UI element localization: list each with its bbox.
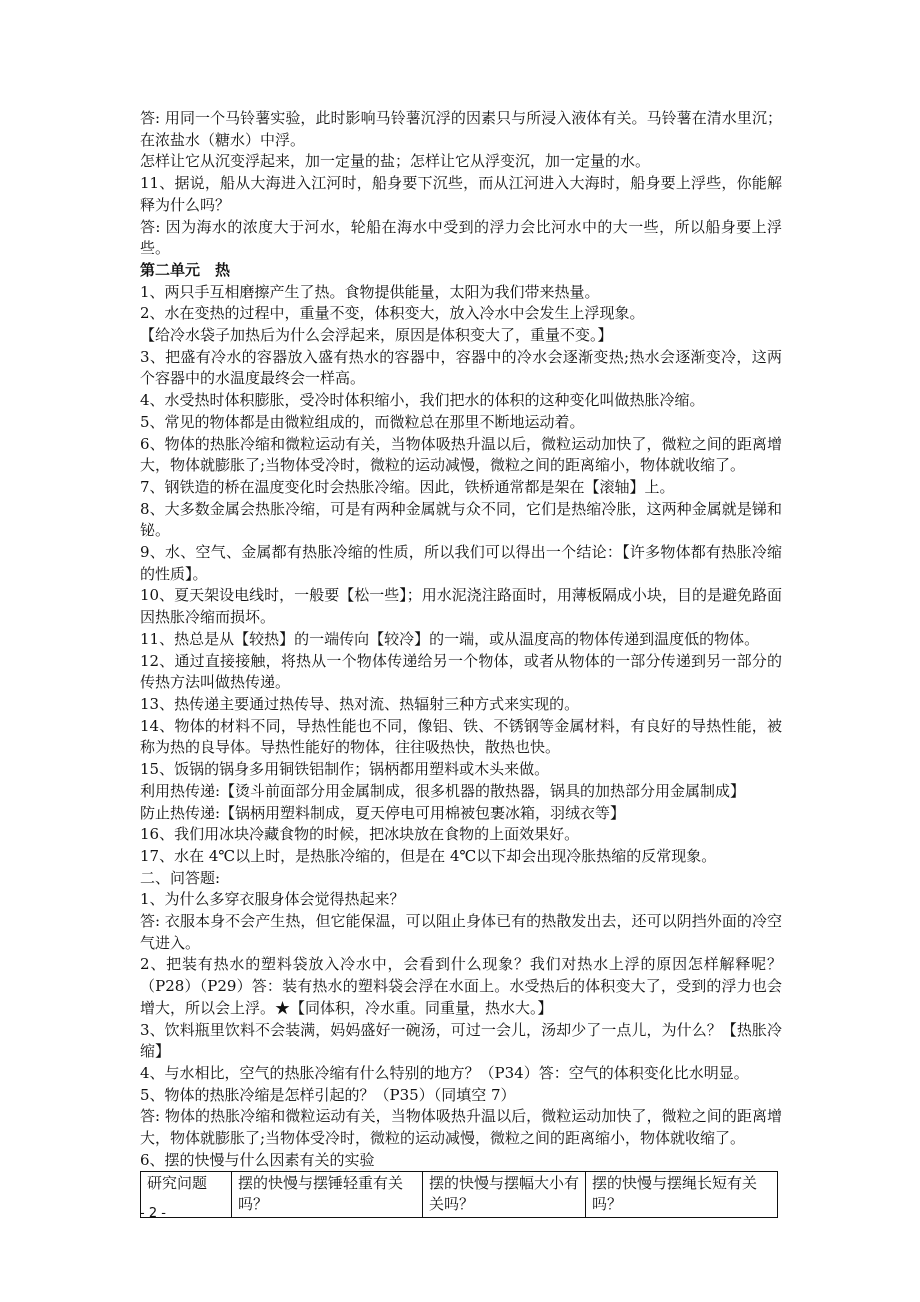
paragraph: 答: 用同一个马铃薯实验，此时影响马铃薯沉浮的因素只与所浸入液体有关。马铃薯在清水里沉；在浓盐水（糖水）中浮。: [140, 109, 782, 149]
paragraph: 12、通过直接接触，将热从一个物体传递给另一个物体，或者从物体的一部分传递到另一部分的传热方法叫做热传递。: [140, 651, 782, 692]
paragraph: 7、钢铁造的桥在温度变化时会热胀冷缩。因此，铁桥通常都是架在【滚轴】上。: [140, 477, 675, 496]
paragraph: 10、夏天架设电线时，一般要【松一些】；用水泥浇注路面时，用薄板隔成小块，目的是避免路面因热胀冷缩而损坏。: [140, 586, 782, 627]
paragraph: 怎样让它从沉变浮起来，加一定量的盐；怎样让它从浮变沉，加一定量的水。: [140, 152, 651, 171]
paragraph: 1、为什么多穿衣服身体会觉得热起来？: [140, 890, 405, 909]
paragraph: 利用热传递:【烫斗前面部分用金属制成，很多机器的散热器，锅具的加热部分用金属制成】: [140, 781, 746, 800]
paragraph: 4、与水相比，空气的热胀冷缩有什么特别的地方？（P34）答：空气的体积变化比水明显。: [140, 1063, 749, 1082]
page-number: - 2 -: [140, 1206, 166, 1221]
table-row: [141, 1172, 778, 1218]
section-heading: 第二单元 热: [140, 260, 231, 279]
paragraph: 6、物体的热胀冷缩和微粒运动有关，当物体吸热升温以后，微粒运动加快了，微粒之间的距离增大，物体就膨胀了;当物体受冷时，微粒的运动减慢，微粒之间的距离缩小，物体就收缩了。: [140, 434, 782, 475]
paragraph: 5、常见的物体都是由微粒组成的，而微粒总在那里不断地运动着。: [140, 412, 585, 431]
paragraph: 2、水在变热的过程中，重量不变，体积变大，放入冷水中会发生上浮现象。: [140, 304, 645, 323]
paragraph: 答: 因为海水的浓度大于河水，轮船在海水中受到的浮力会比河水中的大一些，所以船身要上浮些。: [140, 217, 782, 258]
paragraph: 15、饭锅的锅身多用铜铁铝制作；锅柄都用塑料或木头来做。: [140, 760, 550, 779]
paragraph: 14、物体的材料不同，导热性能也不同，像铝、铁、不锈钢等金属材料，有良好的导热性能，被称为热的良导体。导热性能好的物体，往往吸热快，散热也快。: [140, 716, 782, 757]
paragraph: 防止热传递:【锅柄用塑料制成，夏天停电可用棉被包裹冰箱，羽绒衣等】: [140, 803, 626, 822]
experiment-table: [140, 1171, 778, 1218]
paragraph: 8、大多数金属会热胀冷缩，可是有两种金属就与众不同，它们是热缩冷胀，这两种金属就是锑和铋。: [140, 499, 782, 540]
paragraph: 二、问答题:: [140, 868, 221, 887]
paragraph: 16、我们用冰块冷藏食物的时候，把冰块放在食物的上面效果好。: [140, 825, 580, 844]
paragraph: 13、热传递主要通过热传导、热对流、热辐射三种方式来实现的。: [140, 694, 580, 713]
table-cell: 摆的快慢与摆锤轻重有关吗？: [232, 1172, 423, 1218]
table-cell: 摆的快慢与摆绳长短有关吗？: [586, 1172, 778, 1218]
paragraph: 6、摆的快慢与什么因素有关的实验: [140, 1150, 375, 1169]
table-cell: 研究问题: [141, 1172, 232, 1218]
paragraph: 11、据说，船从大海进入江河时，船身要下沉些，而从江河进入大海时，船身要上浮些，你能解释为什么吗？: [140, 174, 782, 214]
paragraph: 答: 衣服本身不会产生热，但它能保温，可以阻止身体已有的热散发出去，还可以阴挡外面的冷空气进入。: [140, 912, 782, 952]
paragraph: 11、热总是从【较热】的一端传向【较冷】的一端，或从温度高的物体传递到温度低的物体。: [140, 629, 760, 648]
paragraph: 9、水、空气、金属都有热胀冷缩的性质，所以我们可以得出一个结论：【许多物体都有热胀冷缩的性质】。: [140, 543, 782, 583]
table-cell: 摆的快慢与摆幅大小有关吗？: [423, 1172, 586, 1218]
paragraph: 1、两只手互相磨擦产生了热。食物提供能量，太阳为我们带来热量。: [140, 282, 600, 301]
paragraph: 3、饮料瓶里饮料不会装满，妈妈盛好一碗汤，可过一会儿，汤却少了一点儿，为什么？【热胀冷缩】: [140, 1020, 782, 1061]
paragraph: 17、水在 4℃以上时，是热胀冷缩的，但是在 4℃以下却会出现冷胀热缩的反常现象。: [140, 846, 717, 865]
paragraph: 答: 物体的热胀冷缩和微粒运动有关，当物体吸热升温以后，微粒运动加快了，微粒之间的距离增大，物体就膨胀了;当物体受冷时，微粒的运动减慢，微粒之间的距离缩小，物体就收缩了。: [140, 1107, 782, 1148]
paragraph: 2、把装有热水的塑料袋放入冷水中，会看到什么现象？我们对热水上浮的原因怎样解释呢？（P28）（P29）答：装有热水的塑料袋会浮在水面上。水受热后的体积变大了，受到的浮力也会增大，所以会上浮。★【同体积，冷水重。同重量，热水大。】: [140, 955, 782, 1017]
paragraph: 5、物体的热胀冷缩是怎样引起的？（P35）（同填空 7）: [140, 1085, 516, 1104]
paragraph: 4、水受热时体积膨胀，受冷时体积缩小，我们把水的体积的这种变化叫做热胀冷缩。: [140, 391, 705, 410]
paragraph: 3、把盛有冷水的容器放入盛有热水的容器中，容器中的冷水会逐渐变热;热水会逐渐变冷，这两个容器中的水温度最终会一样高。: [140, 347, 782, 388]
document-body: [140, 108, 782, 1218]
paragraph: 【给冷水袋子加热后为什么会浮起来，原因是体积变大了，重量不变。】: [140, 326, 613, 345]
